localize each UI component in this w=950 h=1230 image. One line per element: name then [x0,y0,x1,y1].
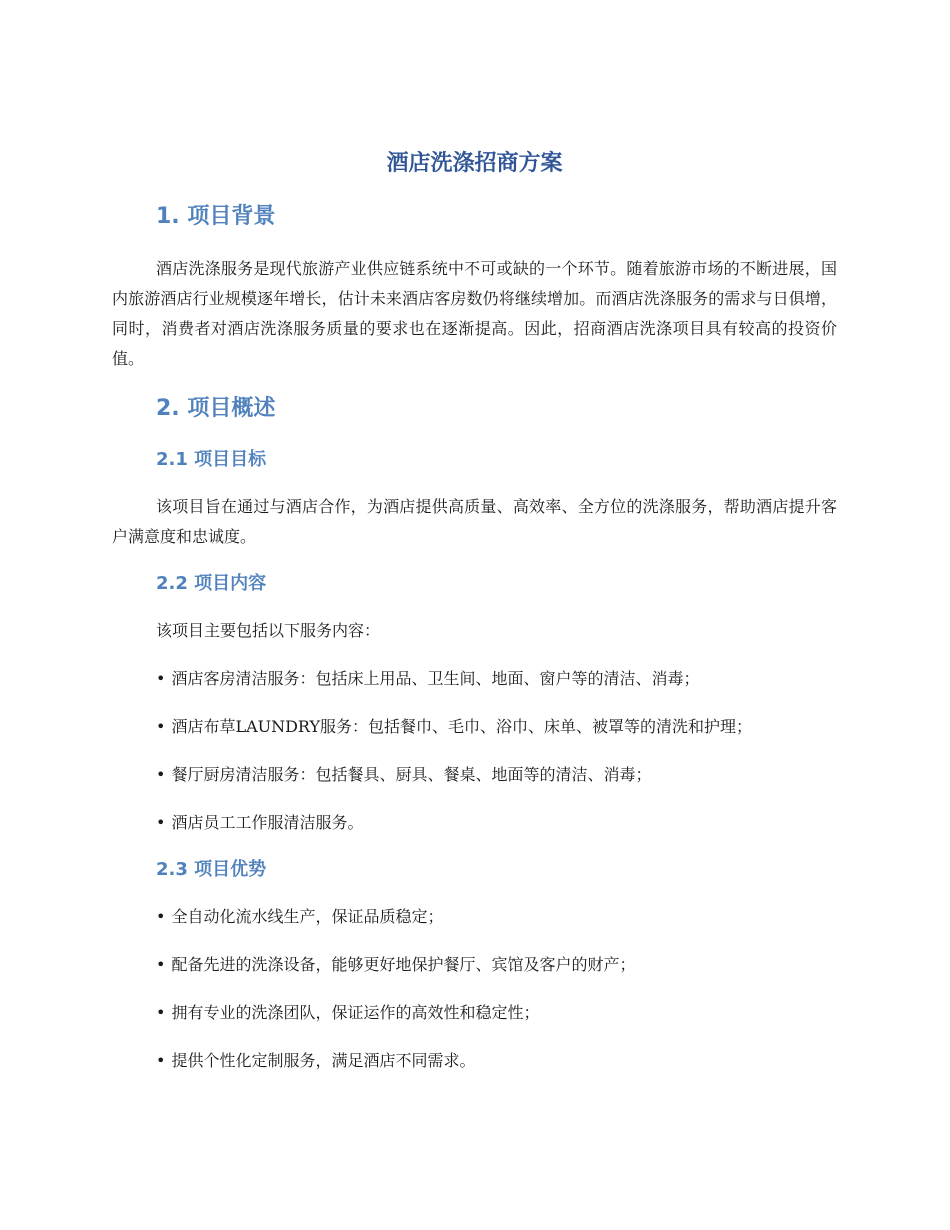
list-item [156,1046,837,1076]
list-item [156,760,837,790]
list-item-text: 配备先进的洗涤设备，能够更好地保护餐厅、宾馆及客户的财产； [171,955,636,974]
list-item-text: 全自动化流水线生产，保证品质稳定； [171,907,444,926]
list-item [156,998,837,1028]
list-item [156,808,837,838]
list-item-text: 提供个性化定制服务，满足酒店不同需求。 [171,1051,476,1070]
advantage-list [156,902,837,1076]
section-2-2-heading: 2.2 项目内容 [156,573,267,594]
list-item-text: 酒店布草LAUNDRY服务：包括餐巾、毛巾、浴巾、床单、被罩等的清洗和护理； [171,717,753,736]
section-1-paragraph: 酒店洗涤服务是现代旅游产业供应链系统中不可或缺的一个环节。随着旅游市场的不断进展，国内旅游酒店行业规模逐年增长，估计未来酒店客房数仍将继续增加。而酒店洗涤服务的需求与日俱增，同时，消费者对酒店洗涤服务质量的要求也在逐渐提高。因此，招商酒店洗涤项目具有较高的投资价值。 [112,259,837,368]
section-2-heading: 2. 项目概述 [156,396,276,421]
list-item-text: 酒店员工工作服清洁服务。 [171,813,364,832]
bullet-icon: • [156,955,166,974]
service-list [156,664,837,838]
list-item [156,902,837,932]
document-title: 酒店洗涤招商方案 [386,151,563,176]
bullet-icon: • [156,907,166,926]
section-2-1-paragraph: 该项目旨在通过与酒店合作，为酒店提供高质量、高效率、全方位的洗涤服务，帮助酒店提升客户满意度和忠诚度。 [112,497,837,546]
bullet-icon: • [156,1003,166,1022]
list-item-text: 拥有专业的洗涤团队，保证运作的高效性和稳定性； [171,1003,540,1022]
bullet-icon: • [156,765,166,784]
section-2-2-intro: 该项目主要包括以下服务内容： [156,621,381,640]
section-2-3-heading: 2.3 项目优势 [156,859,267,880]
list-item-text: 餐厅厨房清洁服务：包括餐具、厨具、餐桌、地面等的清洁、消毒； [171,765,652,784]
list-item-text: 酒店客房清洁服务：包括床上用品、卫生间、地面、窗户等的清洁、消毒； [171,669,700,688]
list-item [156,712,837,742]
bullet-icon: • [156,717,166,736]
list-item [156,950,837,980]
bullet-icon: • [156,813,166,832]
bullet-icon: • [156,1051,166,1070]
bullet-icon: • [156,669,166,688]
list-item [156,664,837,694]
section-1-heading: 1. 项目背景 [156,204,276,229]
section-2-1-heading: 2.1 项目目标 [156,449,267,470]
document-body [112,148,837,1094]
